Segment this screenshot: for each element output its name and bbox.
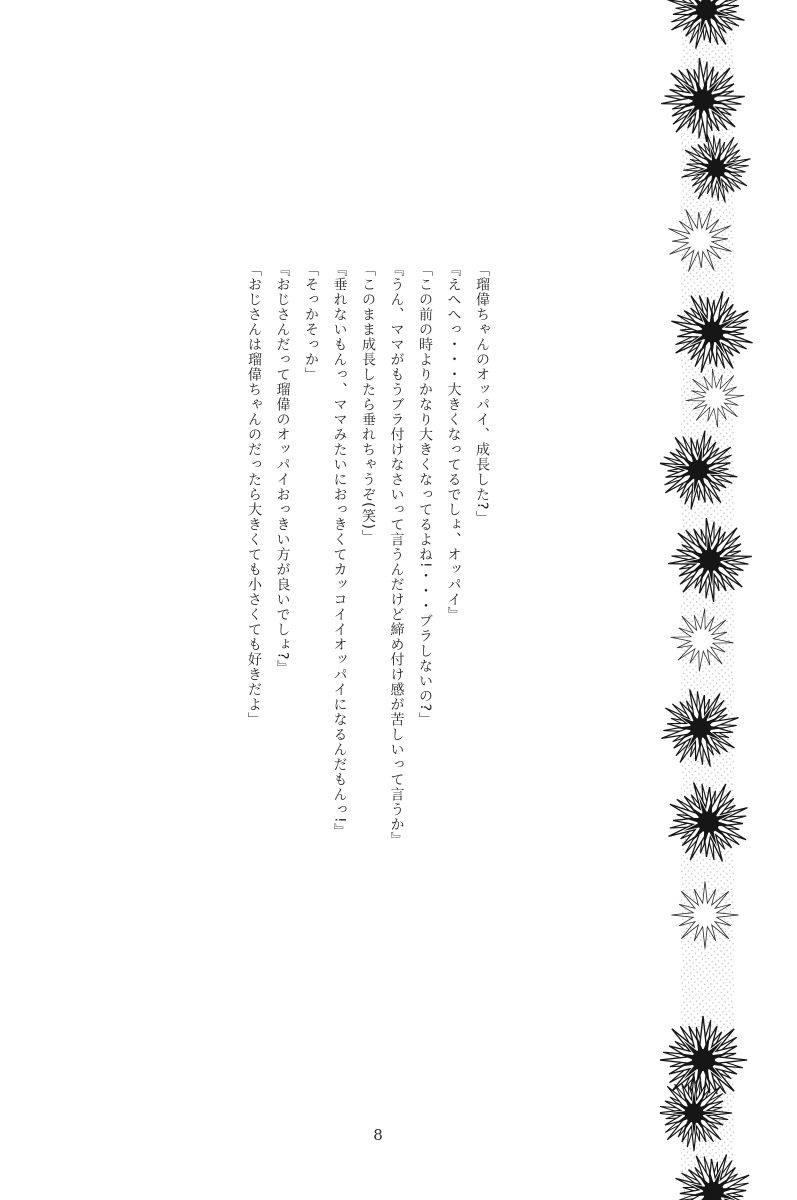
page-number: 8 xyxy=(373,1126,383,1144)
dialogue-line: 「そっかそっか」 xyxy=(303,262,319,382)
dialogue-line: 「おじさんは瑠偉ちゃんのだったら大きくても小さくても好きだよ」 xyxy=(246,262,262,727)
sunflower-border-decoration xyxy=(660,0,797,1200)
dialogue-line: 『おじさんだって瑠偉のオッパイおっきい方が良いでしょ?』 xyxy=(274,262,291,676)
dialogue-text-block xyxy=(240,262,497,887)
sunflower-outline-icon xyxy=(671,881,738,948)
dialogue-line: 『えへへっ・・・大きくなってるでしょ、オッパイ』 xyxy=(445,262,462,622)
dialogue-line: 「瑠偉ちゃんのオッパイ、成長した?」 xyxy=(474,262,490,526)
dialogue-line: 『垂れないもんっ、ママみたいにおっきくてカッコイイオッパイになるんだもんっ!』 xyxy=(331,262,348,839)
dialogue-line: 「このまま成長したら垂れちゃうぞ(笑)」 xyxy=(360,262,376,545)
dialogue-line: 『うん、ママがもうブラ付けなさいって言うんだけど締め付け感が苦しいって言うか』 xyxy=(388,262,405,847)
dialogue-line: 「この前の時よりかなり大きくなってるよね!・・・ブラしないの?」 xyxy=(417,262,433,728)
